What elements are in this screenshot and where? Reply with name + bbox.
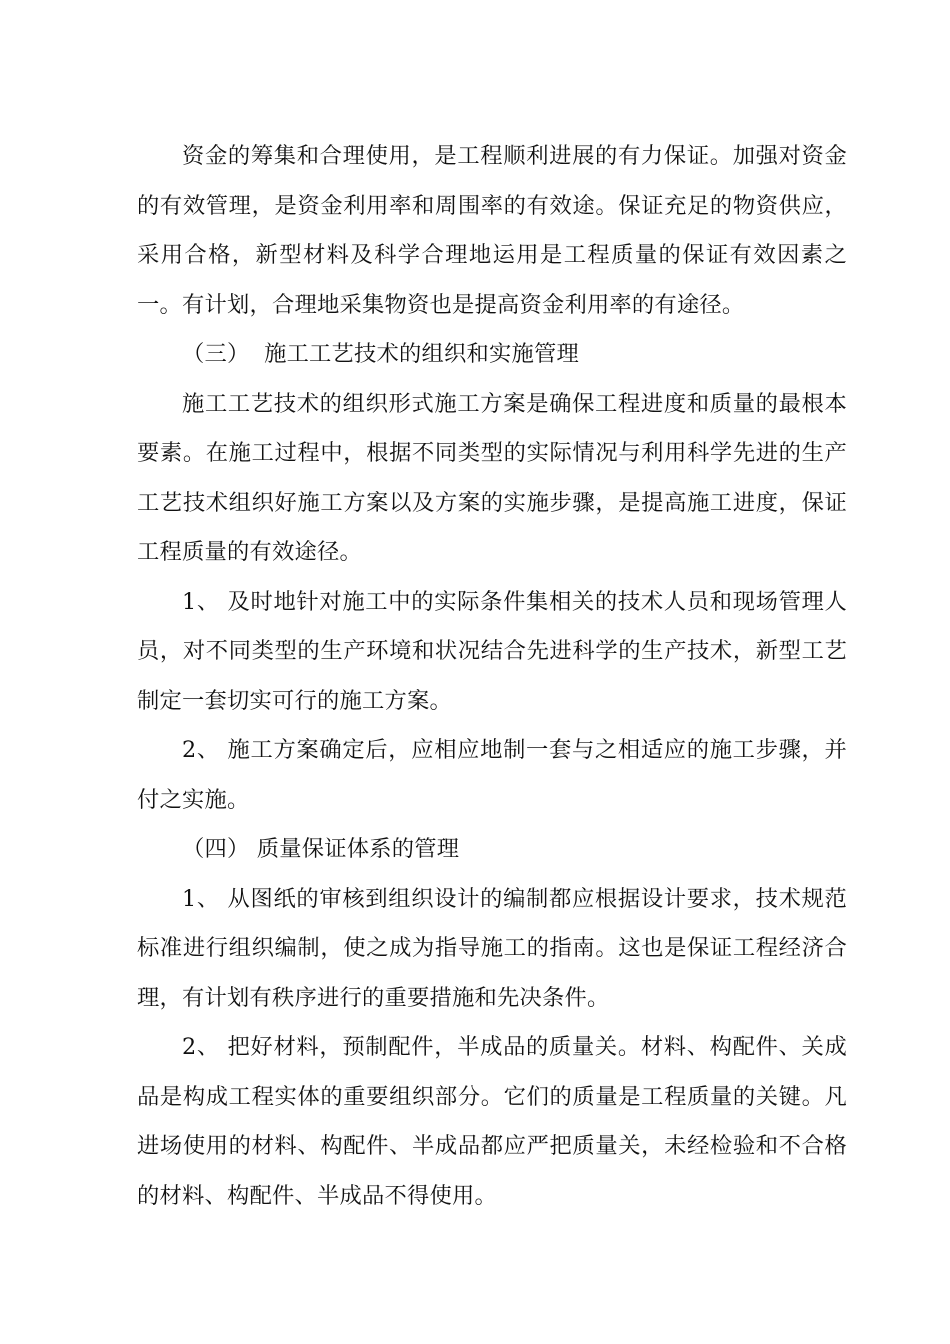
paragraph-item-2-steps: 2、 施工方案确定后，应相应地制一套与之相适应的施工步骤，并付之实施。 xyxy=(137,737,847,813)
section-heading-4: （四） 质量保证体系的管理 xyxy=(182,836,460,862)
section-heading-3: （三） 施工工艺技术的组织和实施管理 xyxy=(182,341,580,367)
paragraph-item-1-design: 1、 从图纸的审核到组织设计的编制都应根据设计要求，技术规范标准进行组织编制，使之成为指导施工的指南。这也是保证工程经济合理，有计划有秩序进行的重要措施和先决条件。 xyxy=(137,885,847,1011)
body-text xyxy=(137,132,847,1221)
paragraph-process-tech: 施工工艺技术的组织形式施工方案是确保工程进度和质量的最根本要素。在施工过程中，根据不同类型的实际情况与利用科学先进的生产工艺技术组织好施工方案以及方案的实施步骤，是提高施工进度，保证工程质量的有效途径。 xyxy=(137,390,847,565)
paragraph-item-1-plan: 1、 及时地针对施工中的实际条件集相关的技术人员和现场管理人员，对不同类型的生产环境和状况结合先进科学的生产技术，新型工艺制定一套切实可行的施工方案。 xyxy=(137,588,847,714)
paragraph-item-2-materials: 2、 把好材料，预制配件，半成品的质量关。材料、构配件、关成品是构成工程实体的重要组织部分。它们的质量是工程质量的关键。凡进场使用的材料、构配件、半成品都应严把质量关，未经检验和不合格的材料、构配件、半成品不得使用。 xyxy=(137,1034,847,1209)
paragraph-funds: 资金的筹集和合理使用，是工程顺利进展的有力保证。加强对资金的有效管理，是资金利用率和周围率的有效途。保证充足的物资供应，采用合格，新型材料及科学合理地运用是工程质量的保证有效因素之一。有计划，合理地采集物资也是提高资金利用率的有途径。 xyxy=(137,143,847,318)
